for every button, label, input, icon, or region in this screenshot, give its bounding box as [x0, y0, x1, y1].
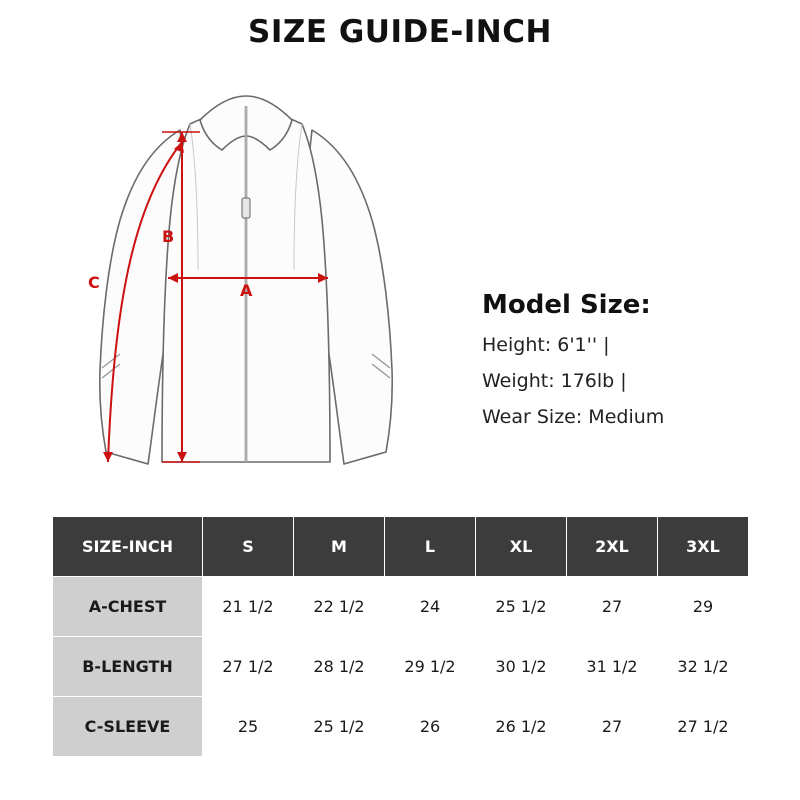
column-header: S: [203, 517, 294, 577]
table-cell: 27: [567, 577, 658, 637]
row-label: A-CHEST: [53, 577, 203, 637]
table-cell: 26: [385, 697, 476, 757]
page-title: SIZE GUIDE-INCH: [248, 14, 552, 50]
table-row: [53, 577, 749, 637]
column-header: 2XL: [567, 517, 658, 577]
jacket-illustration: [40, 70, 460, 490]
table-cell: 21 1/2: [203, 577, 294, 637]
table-cell: 25: [203, 697, 294, 757]
table-cell: 27 1/2: [203, 637, 294, 697]
table-header-row: [53, 517, 749, 577]
size-chart-table: [52, 516, 749, 757]
table-cell: 27: [567, 697, 658, 757]
measure-label-c: C: [88, 273, 100, 292]
model-size-block: [482, 290, 782, 442]
table-cell: 26 1/2: [476, 697, 567, 757]
model-size-heading: Model Size:: [482, 290, 651, 320]
column-header: M: [294, 517, 385, 577]
column-header: 3XL: [658, 517, 749, 577]
table-cell: 32 1/2: [658, 637, 749, 697]
model-wear-size: Wear Size: Medium: [482, 406, 665, 428]
measure-label-a: A: [240, 281, 253, 300]
table-cell: 30 1/2: [476, 637, 567, 697]
table-cell: 24: [385, 577, 476, 637]
model-weight: Weight: 176lb |: [482, 370, 627, 392]
table-cell: 28 1/2: [294, 637, 385, 697]
measure-label-b: B: [162, 227, 175, 246]
column-header: XL: [476, 517, 567, 577]
table-cell: 25 1/2: [294, 697, 385, 757]
table-cell: 29: [658, 577, 749, 637]
row-label: B-LENGTH: [53, 637, 203, 697]
row-label: C-SLEEVE: [53, 697, 203, 757]
table-cell: 29 1/2: [385, 637, 476, 697]
table-cell: 22 1/2: [294, 577, 385, 637]
table-cell: 25 1/2: [476, 577, 567, 637]
table-cell: 27 1/2: [658, 697, 749, 757]
table-cell: 31 1/2: [567, 637, 658, 697]
model-height: Height: 6'1'' |: [482, 334, 610, 356]
table-row: [53, 637, 749, 697]
column-header: L: [385, 517, 476, 577]
table-row: [53, 697, 749, 757]
column-header: SIZE-INCH: [53, 517, 203, 577]
